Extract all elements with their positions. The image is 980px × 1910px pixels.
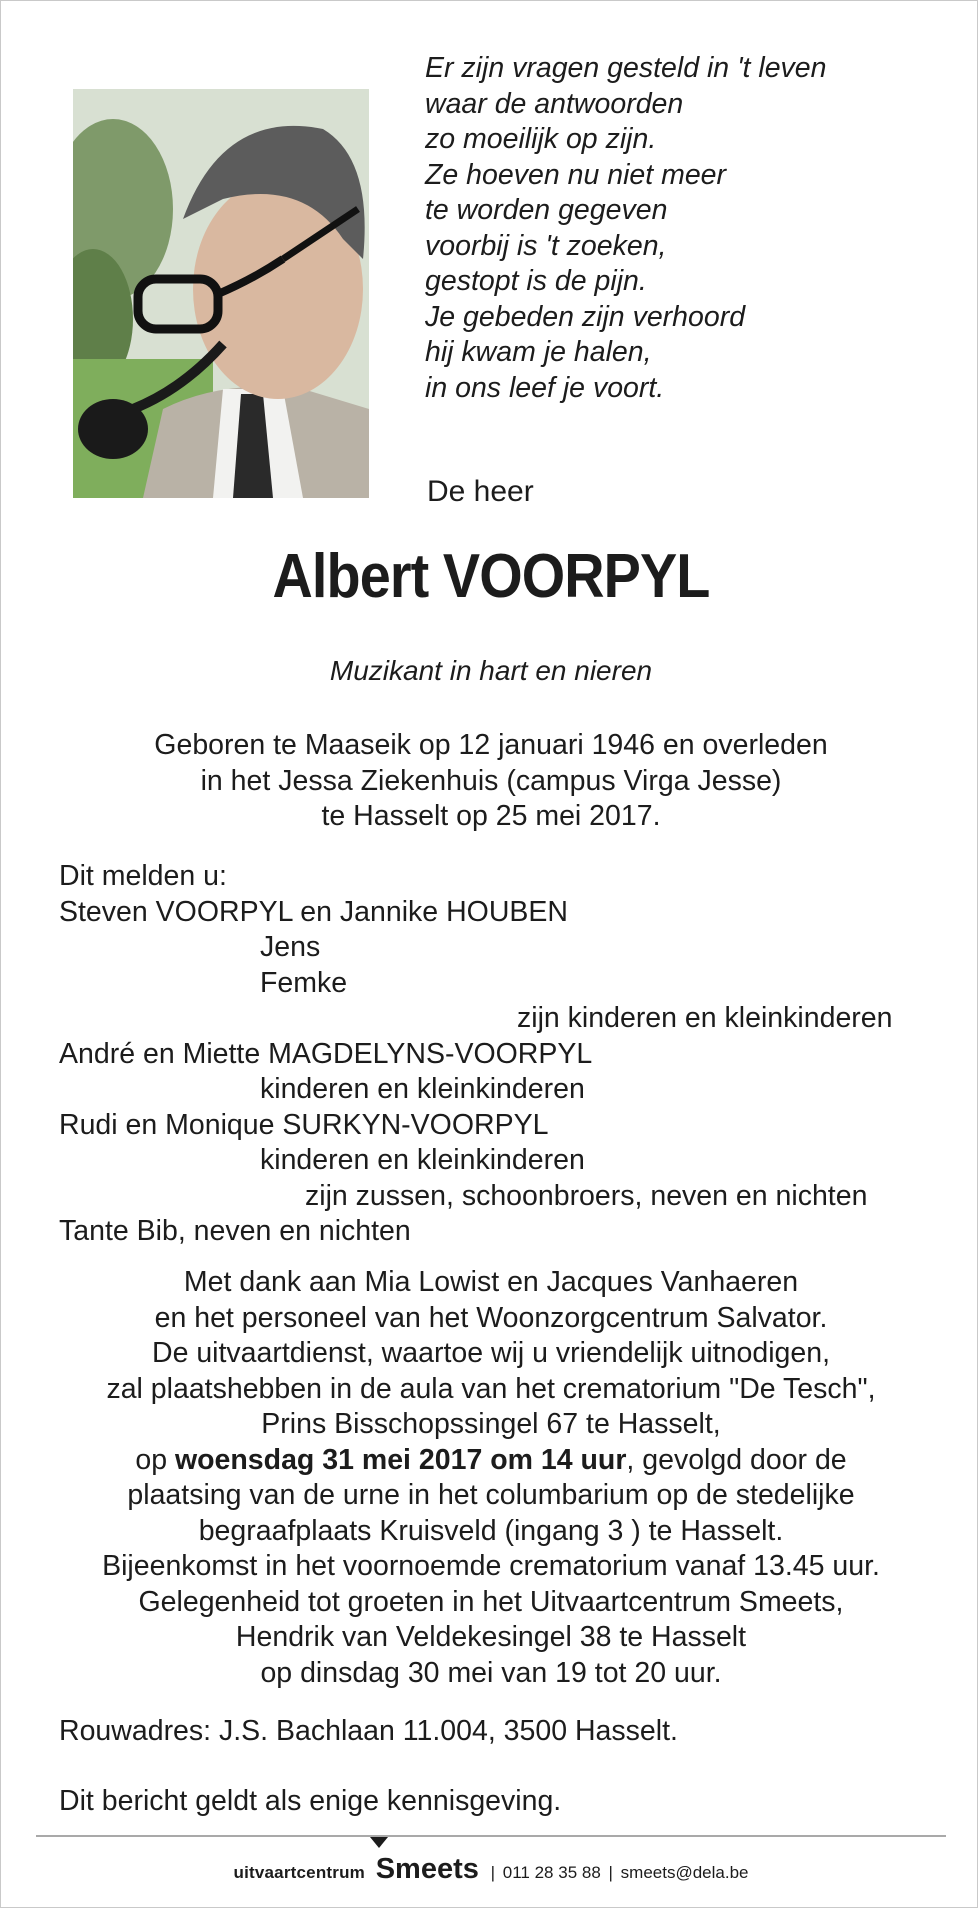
- service-line: De uitvaartdienst, waartoe wij u vriendelijk uitnodigen,: [151, 1337, 831, 1369]
- poem-line: zo moeilijk op zijn.: [425, 123, 657, 155]
- family-line: Femke: [260, 966, 348, 999]
- service-line: Bijeenkomst in het voornoemde crematorium vanaf 13.45 uur.: [102, 1550, 880, 1582]
- service-line: en het personeel van het Woonzorgcentrum Salvator.: [154, 1301, 828, 1334]
- salutation: De heer: [427, 475, 534, 508]
- poem-line: waar de antwoorden: [425, 87, 684, 120]
- service-line: zal plaatshebben in de aula van het crematorium "De Tesch",: [106, 1372, 876, 1405]
- footer-brand-prefix: uitvaartcentrum: [233, 1863, 365, 1882]
- deceased-name: Albert VOORPYL: [272, 542, 710, 611]
- service-line: Gelegenheid tot groeten in het Uitvaartcentrum Smeets,: [138, 1585, 844, 1618]
- family-line: Tante Bib, neven en nichten: [59, 1215, 411, 1247]
- footer-marker-icon: [370, 1837, 388, 1848]
- poem: [425, 51, 827, 406]
- footer-separator: |: [490, 1863, 496, 1882]
- portrait-photo: [73, 89, 369, 498]
- birth-line: Geboren te Maaseik op 12 januari 1946 en overleden: [154, 729, 828, 761]
- poem-line: gestopt is de pijn.: [425, 265, 647, 297]
- birth-line: in het Jessa Ziekenhuis (campus Virga Jesse): [200, 764, 782, 797]
- family-line: kinderen en kleinkinderen: [260, 1073, 585, 1105]
- service-line: begraafplaats Kruisveld (ingang 3 ) te Hasselt.: [198, 1514, 784, 1547]
- footer-email[interactable]: smeets@dela.be: [620, 1863, 749, 1882]
- footer-phone: 011 28 35 88: [502, 1863, 601, 1882]
- family-line: zijn zussen, schoonbroers, neven en nichten: [305, 1179, 868, 1212]
- footer-divider: [36, 1835, 946, 1837]
- family-line: André en Miette MAGDELYNS-VOORPYL: [59, 1037, 593, 1070]
- service-date: woensdag 31 mei 2017 om 14 uur: [174, 1443, 627, 1476]
- poem-line: Er zijn vragen gesteld in 't leven: [425, 52, 827, 84]
- poem-line: Ze hoeven nu niet meer: [425, 158, 727, 191]
- family-line: zijn kinderen en kleinkinderen: [517, 1002, 893, 1034]
- service-line: [1, 1443, 980, 1479]
- service-line: Prins Bisschopssingel 67 te Hasselt,: [261, 1408, 721, 1440]
- family-intro: Dit melden u:: [59, 860, 227, 892]
- poem-line: Je gebeden zijn verhoord: [425, 300, 746, 333]
- family-list: [59, 859, 939, 1250]
- service-date-post: , gevolgd door de: [626, 1443, 847, 1476]
- family-line: Rudi en Monique SURKYN-VOORPYL: [59, 1108, 549, 1141]
- service-line: Hendrik van Veldekesingel 38 te Hasselt: [235, 1621, 747, 1653]
- birth-death-details: [1, 728, 980, 835]
- footer-separator: |: [608, 1863, 613, 1882]
- service-line: plaatsing van de urne in het columbarium op de stedelijke: [127, 1479, 855, 1511]
- footer: [1, 1853, 980, 1886]
- family-line: Steven VOORPYL en Jannike HOUBEN: [59, 895, 569, 928]
- service-details: [1, 1265, 980, 1691]
- poem-line: in ons leef je voort.: [425, 371, 665, 404]
- service-line: Met dank aan Mia Lowist en Jacques Vanhaeren: [183, 1266, 799, 1298]
- service-line: op dinsdag 30 mei van 19 tot 20 uur.: [260, 1656, 722, 1689]
- service-date-pre: op: [135, 1443, 175, 1476]
- notice-text: Dit bericht geldt als enige kennisgeving.: [59, 1785, 562, 1817]
- family-line: kinderen en kleinkinderen: [260, 1144, 585, 1176]
- poem-line: hij kwam je halen,: [425, 336, 652, 368]
- poem-line: te worden gegeven: [425, 194, 668, 226]
- subtitle: Muzikant in hart en nieren: [329, 655, 653, 686]
- mourning-address: Rouwadres: J.S. Bachlaan 11.004, 3500 Hasselt.: [59, 1715, 678, 1747]
- poem-line: voorbij is 't zoeken,: [425, 229, 667, 262]
- footer-brand: Smeets: [375, 1853, 479, 1885]
- family-line: Jens: [260, 931, 321, 963]
- birth-line: te Hasselt op 25 mei 2017.: [321, 800, 661, 832]
